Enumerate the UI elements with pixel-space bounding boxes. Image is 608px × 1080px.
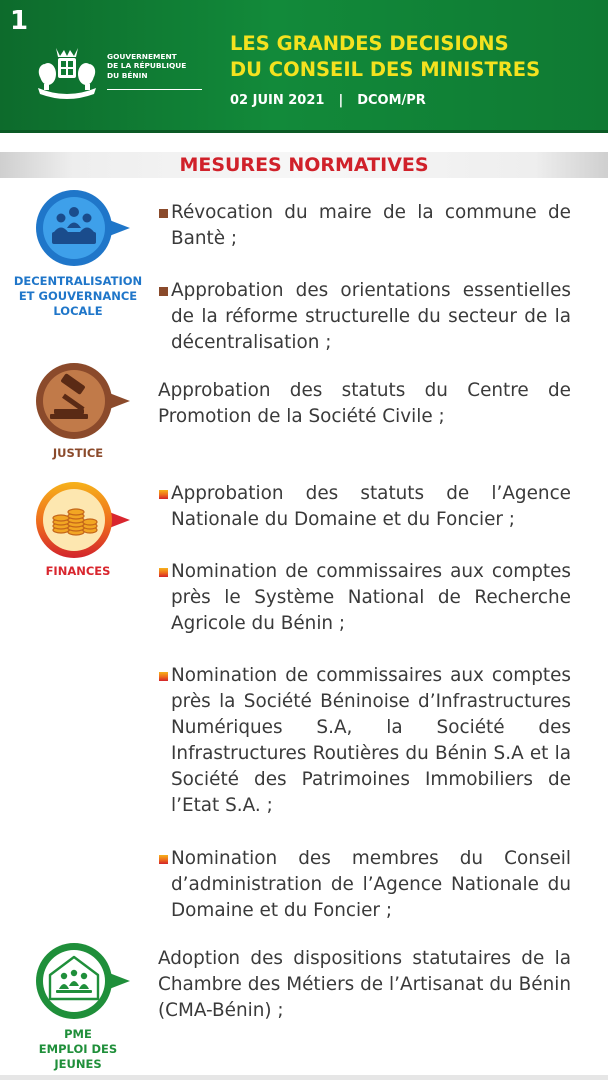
bullet: [159, 209, 168, 218]
header-banner: [0, 0, 608, 133]
list-item: Nomination de commissaires aux comptes près la Société Béninoise d’Infrastructures Numériques S.A, la Société des Infrastructures Routières du Bénin S.A et la Société des Patrimoines Immobiliers de l’Etat S.A. ;: [158, 663, 571, 819]
gavel-icon: [34, 361, 130, 441]
category-label-finances: FINANCES: [45, 564, 111, 578]
date: 02 JUIN 2021: [230, 93, 325, 108]
list-item: Approbation des orientations essentielles de la réforme structurelle du secteur de la décentralisation ;: [158, 278, 571, 356]
list-item: Approbation des statuts de l’Agence Nationale du Domaine et du Foncier ;: [158, 481, 571, 533]
page-title: LES GRANDES DECISIONS DU CONSEIL DES MINISTRES: [230, 32, 541, 81]
list-item: Nomination des membres du Conseil d’administration de l’Agence Nationale du Domaine et du Foncier ;: [158, 846, 571, 924]
section-title: MESURES NORMATIVES: [179, 154, 429, 176]
category-label-decentralisation: DECENTRALISATION ET GOUVERNANCE LOCALE: [13, 274, 143, 318]
coins-icon: [34, 480, 130, 560]
list-item: Révocation du maire de la commune de Bantè ;: [158, 200, 571, 252]
category-label-justice: JUSTICE: [52, 446, 104, 460]
coat-of-arms-icon: [34, 44, 100, 102]
bullet: [159, 672, 168, 681]
page-number: 1: [10, 6, 29, 36]
category-label-pme: PME EMPLOI DES JEUNES: [38, 1027, 118, 1071]
list-item: Approbation des statuts du Centre de Promotion de la Société Civile ;: [158, 380, 571, 427]
bullet: [159, 287, 168, 296]
list-item: Nomination de commissaires aux comptes près le Système National de Recherche Agricole du Bénin ;: [158, 559, 571, 637]
date-source-line: [230, 93, 426, 108]
divider: [107, 89, 202, 90]
workers-house-icon: [34, 941, 130, 1021]
bullet: [159, 490, 168, 499]
bullet: [159, 568, 168, 577]
bottom-bar: [0, 1075, 608, 1080]
people-at-table-icon: [34, 188, 130, 268]
government-name: GOUVERNEMENT DE LA RÉPUBLIQUE DU BÉNIN: [107, 52, 187, 80]
bullet: [159, 855, 168, 864]
separator: |: [338, 93, 344, 108]
source: DCOM/PR: [357, 93, 426, 108]
list-item: Adoption des dispositions statutaires de la Chambre des Métiers de l’Artisanat du Bénin (CMA-Bénin) ;: [158, 948, 571, 1021]
